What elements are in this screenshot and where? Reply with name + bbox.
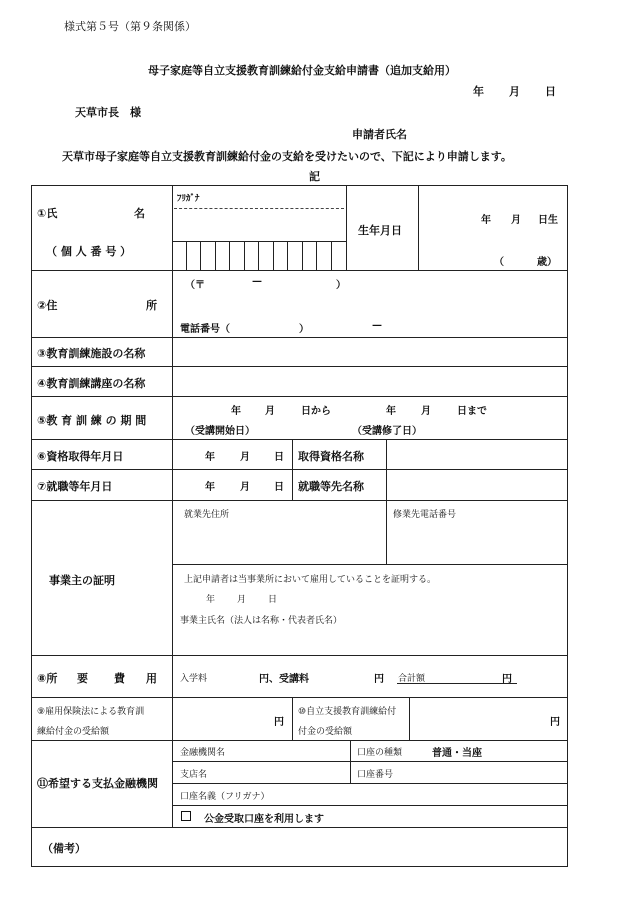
phone-mid: ） — [299, 324, 309, 335]
employment-date-label: ⑦就職等年月日 — [37, 480, 113, 493]
emp-month: 月 — [240, 482, 250, 493]
individual-number-field[interactable] — [173, 242, 345, 270]
required-cost-label-4: 用 — [146, 672, 157, 685]
id-number-label: （ 個 人 番 号 ） — [46, 245, 132, 258]
addressee: 天草市長 様 — [75, 106, 141, 119]
work-phone-field[interactable] — [388, 522, 566, 562]
start-note: （受講開始日） — [185, 426, 255, 437]
name-field[interactable] — [174, 210, 344, 240]
from-day: 日から — [301, 406, 331, 417]
address-field[interactable] — [174, 290, 564, 314]
self-support-label-1: ⑩自立支援教育訓練給付 — [298, 707, 397, 717]
birth-year: 年 — [481, 215, 491, 226]
bank-label: ⑪希望する支払金融機関 — [37, 777, 158, 790]
emp-day: 日 — [274, 482, 284, 493]
employment-insurance-label-1: ⑨雇用保険法による教育訓 — [37, 707, 145, 717]
phone-dash: — — [372, 320, 382, 331]
account-number-label: 口座番号 — [357, 770, 394, 780]
birth-date-label: 生年月日 — [358, 224, 402, 237]
name-label-2: 名 — [134, 207, 145, 220]
phone-label: 電話番号（ — [180, 324, 230, 335]
to-year: 年 — [386, 406, 396, 417]
statement: 天草市母子家庭等自立支援教育訓練給付金の支給を受けたいので、下記により申請します。 — [62, 150, 512, 163]
qualification-name-label: 取得資格名称 — [298, 450, 364, 463]
course-name-label: ④教育訓練講座の名称 — [37, 377, 146, 390]
form-number: 様式第５号（第９条関係） — [64, 20, 196, 33]
employer-cert-label: 事業主の証明 — [49, 574, 115, 587]
birth-day: 日生 — [538, 215, 558, 226]
postal-dash: — — [252, 276, 262, 287]
insurance-yen: 円 — [274, 717, 284, 728]
address-label: ②住 — [37, 299, 58, 312]
birth-month: 月 — [511, 215, 521, 226]
postal-open: （〒 — [185, 280, 205, 291]
self-support-yen: 円 — [550, 717, 560, 728]
work-phone-label: 修業先電話番号 — [393, 510, 457, 520]
emp-year: 年 — [205, 482, 215, 493]
course-name-field[interactable] — [174, 368, 566, 395]
account-type-label: 口座の種類 — [357, 748, 403, 758]
name-label: ①氏 — [37, 207, 58, 220]
furigana-label: ﾌﾘｶﾞﾅ — [177, 194, 200, 204]
public-account-label: 公金受取口座を利用します — [204, 814, 324, 825]
tuition-label: 円、受講料 — [259, 674, 309, 685]
required-cost-label-1: ⑧所 — [37, 672, 58, 685]
age-close: 歳） — [537, 257, 557, 268]
from-month: 月 — [265, 406, 275, 417]
cert-month: 月 — [237, 595, 247, 605]
form-title: 母子家庭等自立支援教育訓練給付金支給申請書（追加支給用） — [148, 64, 456, 77]
total-yen: 円 — [502, 674, 512, 685]
qualification-name-field[interactable] — [388, 441, 566, 468]
postal-close: ） — [336, 280, 346, 291]
date-year: 年 — [473, 85, 484, 98]
work-address-field[interactable] — [174, 522, 384, 562]
cert-day: 日 — [268, 595, 278, 605]
institution-label: 金融機関名 — [180, 748, 226, 758]
qual-month: 月 — [240, 452, 250, 463]
account-type-value[interactable]: 普通・当座 — [432, 748, 482, 759]
facility-name-field[interactable] — [174, 339, 566, 365]
tuition-yen: 円 — [374, 674, 384, 685]
work-address-label: 就業先住所 — [184, 510, 230, 520]
address-label-2: 所 — [146, 299, 157, 312]
cert-text: 上記申請者は当事業所において雇用していることを証明する。 — [184, 575, 437, 585]
age-open: （ — [494, 257, 504, 268]
qual-day: 日 — [274, 452, 284, 463]
to-day: 日まで — [457, 406, 487, 417]
date-day: 日 — [545, 85, 556, 98]
qual-year: 年 — [205, 452, 215, 463]
self-support-label-2: 付金の受給額 — [298, 727, 353, 737]
ki-label: 記 — [309, 170, 320, 183]
employer-owner-label: 事業主氏名（法人は名称・代表者氏名） — [180, 616, 343, 626]
employment-insurance-label-2: 練給付金の受給額 — [37, 727, 110, 737]
training-period-label: ⑤教 育 訓 練 の 期 間 — [37, 414, 147, 427]
admission-fee-label: 入学料 — [180, 674, 208, 684]
employer-name-label: 就職等先名称 — [298, 480, 364, 493]
required-cost-label-2: 要 — [77, 672, 88, 685]
public-account-checkbox[interactable] — [181, 811, 191, 821]
remarks-field[interactable] — [120, 830, 564, 864]
employer-name-field[interactable] — [388, 471, 566, 499]
to-month: 月 — [421, 406, 431, 417]
from-year: 年 — [231, 406, 241, 417]
end-note: （受講修了日） — [352, 426, 422, 437]
applicant-name-label: 申請者氏名 — [352, 128, 407, 141]
qualification-date-label: ⑥資格取得年月日 — [37, 450, 124, 463]
total-label: 合計額 — [398, 674, 426, 684]
facility-name-label: ③教育訓練施設の名称 — [37, 347, 146, 360]
remarks-label: （備考） — [42, 842, 86, 855]
cert-year: 年 — [206, 595, 216, 605]
branch-label: 支店名 — [180, 770, 208, 780]
account-holder-label: 口座名義（フリガナ） — [180, 792, 270, 802]
date-month: 月 — [509, 85, 520, 98]
required-cost-label-3: 費 — [114, 672, 125, 685]
